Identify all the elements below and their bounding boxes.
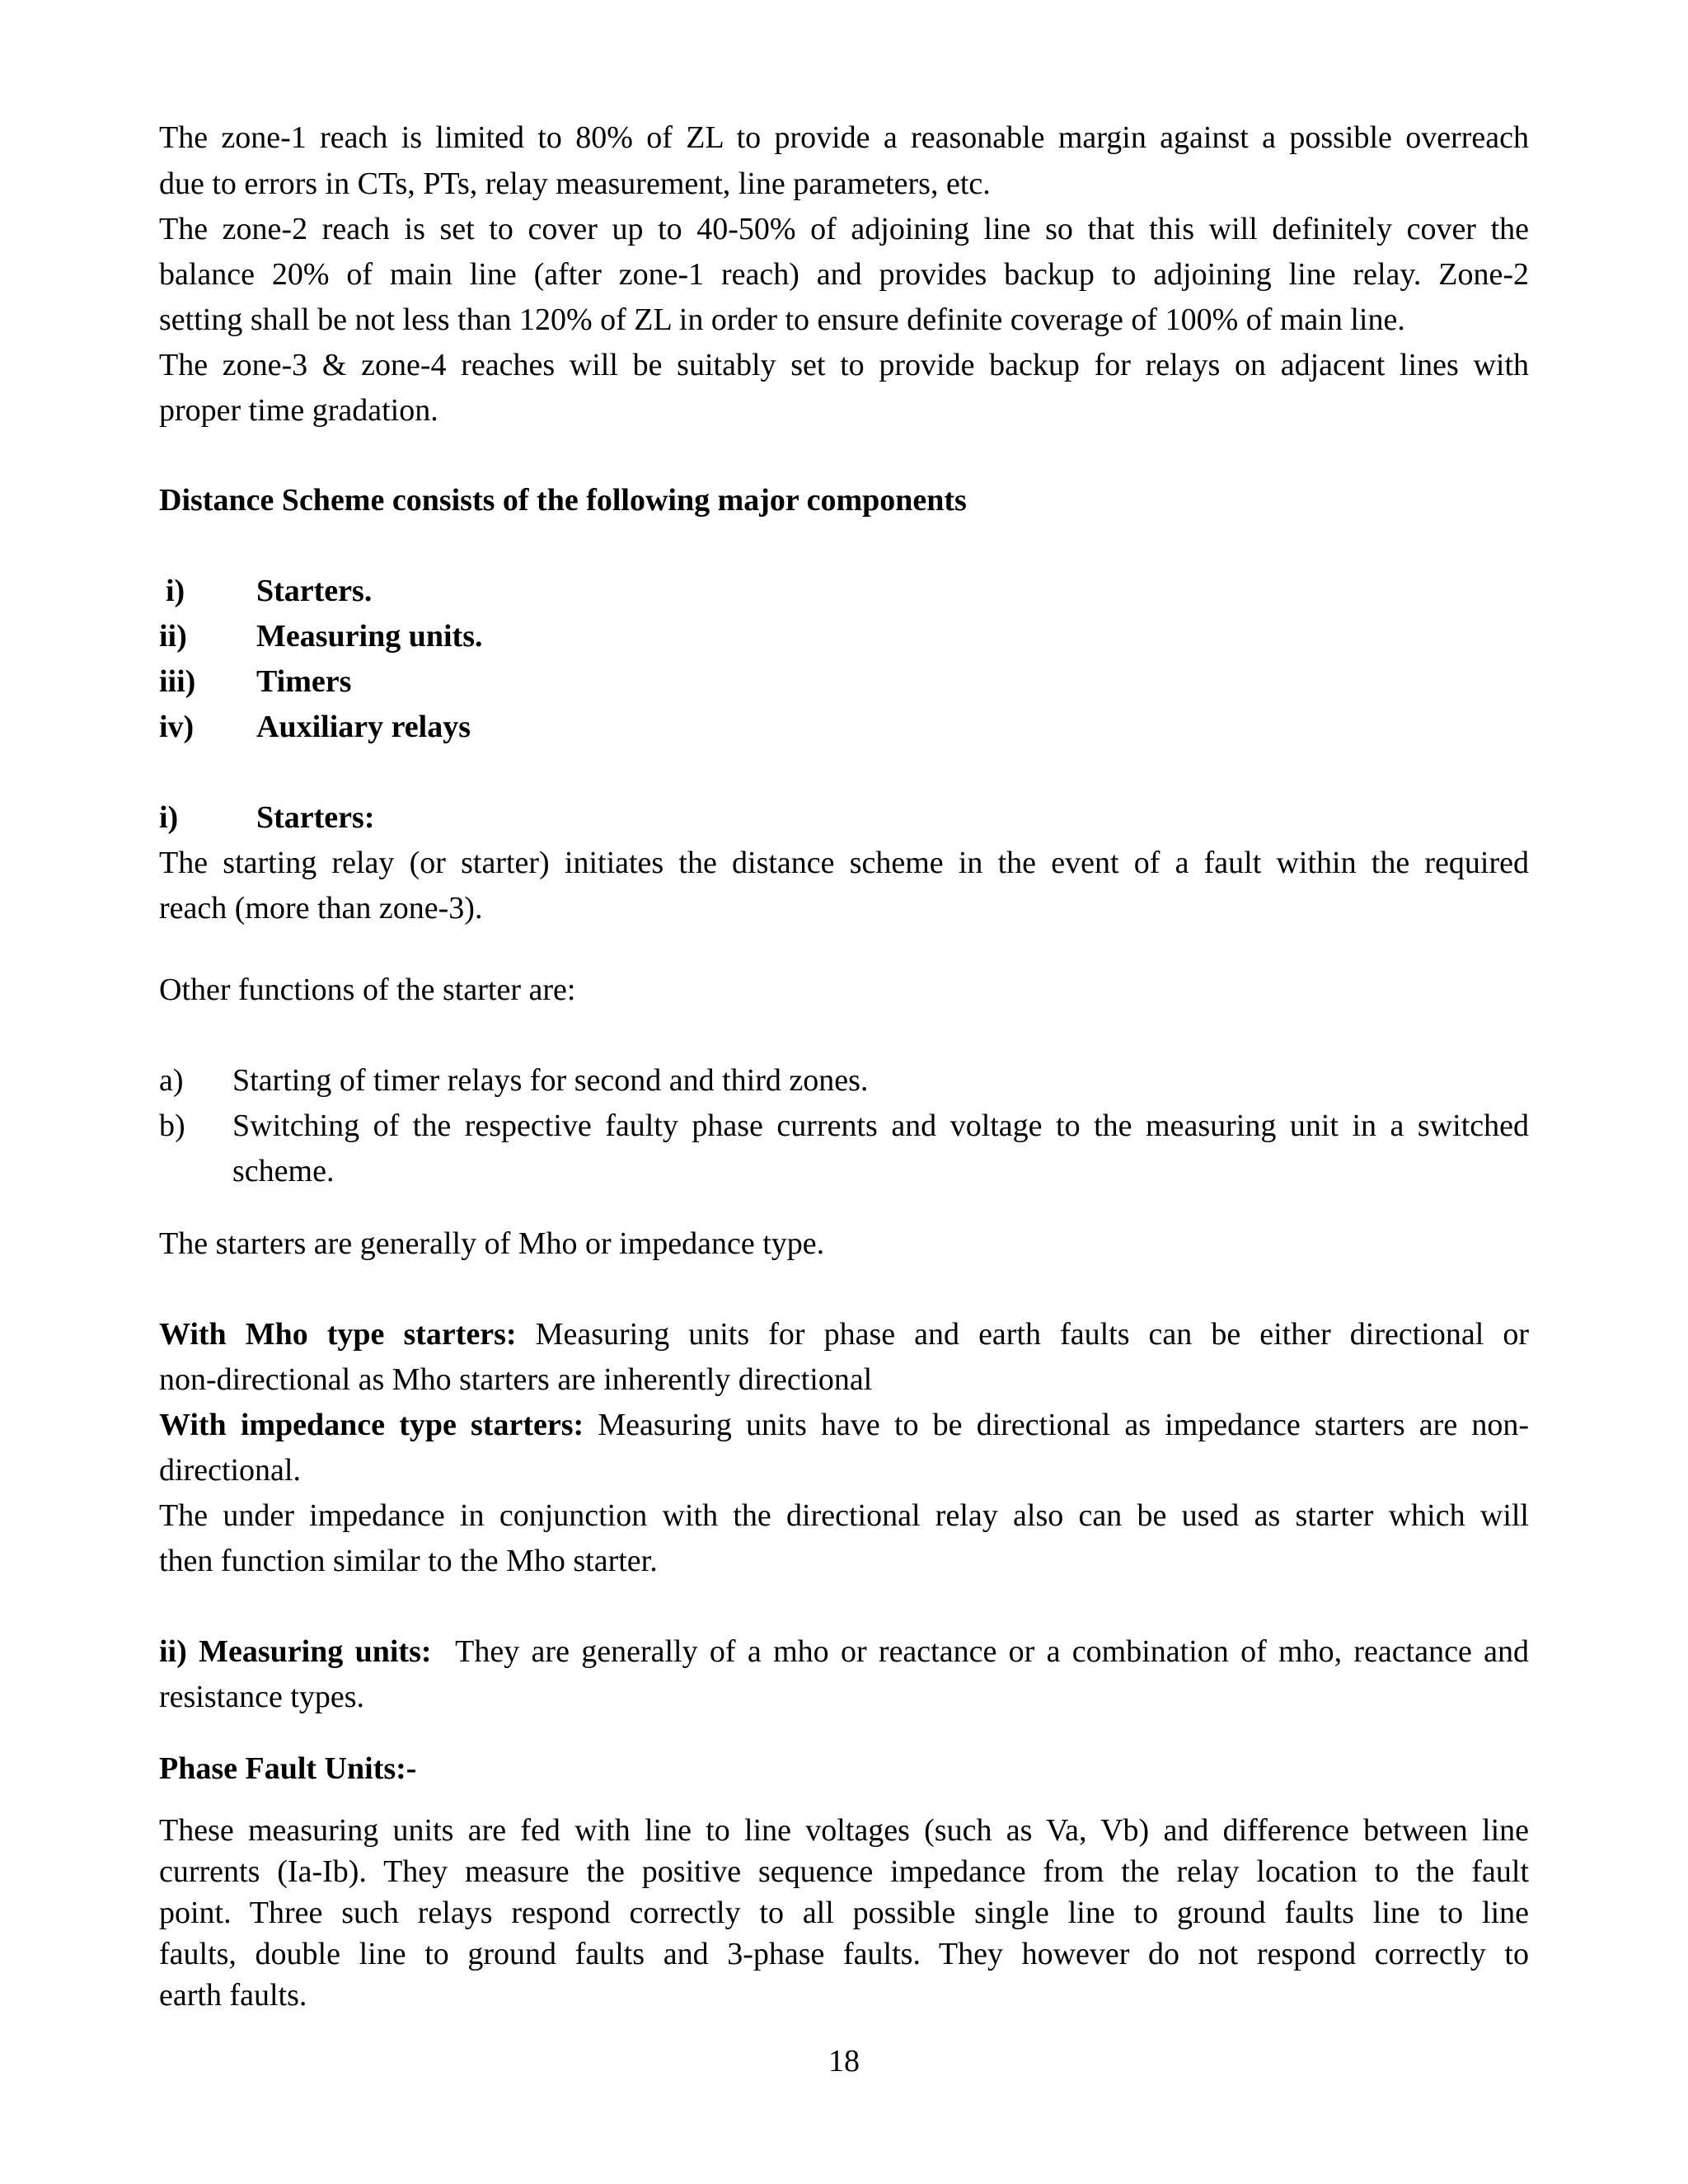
- paragraph-zone1-line2: due to errors in CTs, PTs, relay measurement, line parameters, etc.: [159, 166, 991, 201]
- impedance-starters-label: With impedance type starters:: [159, 1408, 584, 1442]
- paragraph-zone3-line1: The zone-3 & zone-4 reaches will be suitably set to provide backup for relays on adjacent lines with: [159, 348, 1529, 382]
- starters-paragraph-line2: reach (more than zone-3).: [159, 891, 483, 926]
- measuring-units-label: ii) Measuring units:: [159, 1634, 432, 1669]
- under-impedance-line2: then function similar to the Mho starter.: [159, 1544, 658, 1578]
- starters-types: The starters are generally of Mho or impedance type.: [159, 1226, 825, 1261]
- phase-fault-line2: currents (Ia-Ib). They measure the positive sequence impedance from the relay location to the fault: [159, 1854, 1529, 1889]
- components-heading: Distance Scheme consists of the following major components: [159, 483, 967, 518]
- impedance-starters-text: Measuring units have to be directional as impedance starters are non-: [584, 1408, 1529, 1442]
- mho-starters-line1: [159, 1319, 1529, 1350]
- mho-starters-text: Measuring units for phase and earth faults can be either directional or: [516, 1317, 1530, 1352]
- components-item-1-number: i): [166, 574, 185, 608]
- starters-paragraph-line1: The starting relay (or starter) initiates the distance scheme in the event of a fault within the required: [159, 846, 1529, 880]
- page-number: 18: [828, 2044, 860, 2079]
- measuring-units-text: They are generally of a mho or reactance or a combination of mho, reactance and: [431, 1634, 1529, 1669]
- paragraph-zone1-line1: The zone-1 reach is limited to 80% of ZL to provide a reasonable margin against a possible overreach: [159, 120, 1529, 155]
- starters-list-a-text: Starting of timer relays for second and third zones.: [232, 1063, 869, 1098]
- impedance-starters-line2: directional.: [159, 1453, 301, 1488]
- components-item-4-label: Auxiliary relays: [256, 710, 471, 744]
- components-item-3-label: Timers: [256, 664, 352, 699]
- components-item-3-number: iii): [159, 664, 196, 699]
- starters-list-a-number: a): [159, 1063, 184, 1098]
- starters-other-functions: Other functions of the starter are:: [159, 972, 576, 1007]
- mho-starters-line2: non-directional as Mho starters are inherently directional: [159, 1362, 873, 1397]
- components-item-4-number: iv): [159, 710, 195, 744]
- starters-list-b-line1: Switching of the respective faulty phase currents and voltage to the measuring unit in a switched: [232, 1108, 1529, 1143]
- phase-fault-heading: Phase Fault Units:-: [159, 1751, 417, 1786]
- measuring-units-line2: resistance types.: [159, 1680, 365, 1714]
- starters-number: i): [159, 800, 179, 835]
- phase-fault-line4: faults, double line to ground faults and 3-phase faults. They however do not respond correctly to: [159, 1937, 1529, 1971]
- components-item-2-label: Measuring units.: [256, 619, 483, 654]
- starters-list-b-line2: scheme.: [232, 1154, 335, 1188]
- under-impedance-line1: The under impedance in conjunction with the directional relay also can be used as starter which will: [159, 1498, 1529, 1533]
- mho-starters-label: With Mho type starters:: [159, 1317, 517, 1352]
- measuring-units-line1: [159, 1636, 1529, 1667]
- components-item-2-number: ii): [159, 619, 187, 654]
- paragraph-zone2-line3: setting shall be not less than 120% of ZL in order to ensure definite coverage of 100% of main line.: [159, 302, 1405, 337]
- phase-fault-line5: earth faults.: [159, 1978, 307, 2013]
- phase-fault-line3: point. Three such relays respond correctly to all possible single line to ground faults line to line: [159, 1896, 1529, 1930]
- phase-fault-line1: These measuring units are fed with line to line voltages (such as Va, Vb) and difference between line: [159, 1813, 1529, 1848]
- impedance-starters-line1: [159, 1409, 1529, 1441]
- starters-list-b-number: b): [159, 1108, 185, 1143]
- paragraph-zone2-line2: balance 20% of main line (after zone-1 reach) and provides backup to adjoining line relay. Zone-2: [159, 257, 1529, 292]
- paragraph-zone2-line1: The zone-2 reach is set to cover up to 40-50% of adjoining line so that this will definitely cover the: [159, 212, 1529, 246]
- components-item-1-label: Starters.: [256, 574, 373, 608]
- starters-heading: Starters:: [256, 800, 375, 835]
- paragraph-zone3-line2: proper time gradation.: [159, 393, 438, 428]
